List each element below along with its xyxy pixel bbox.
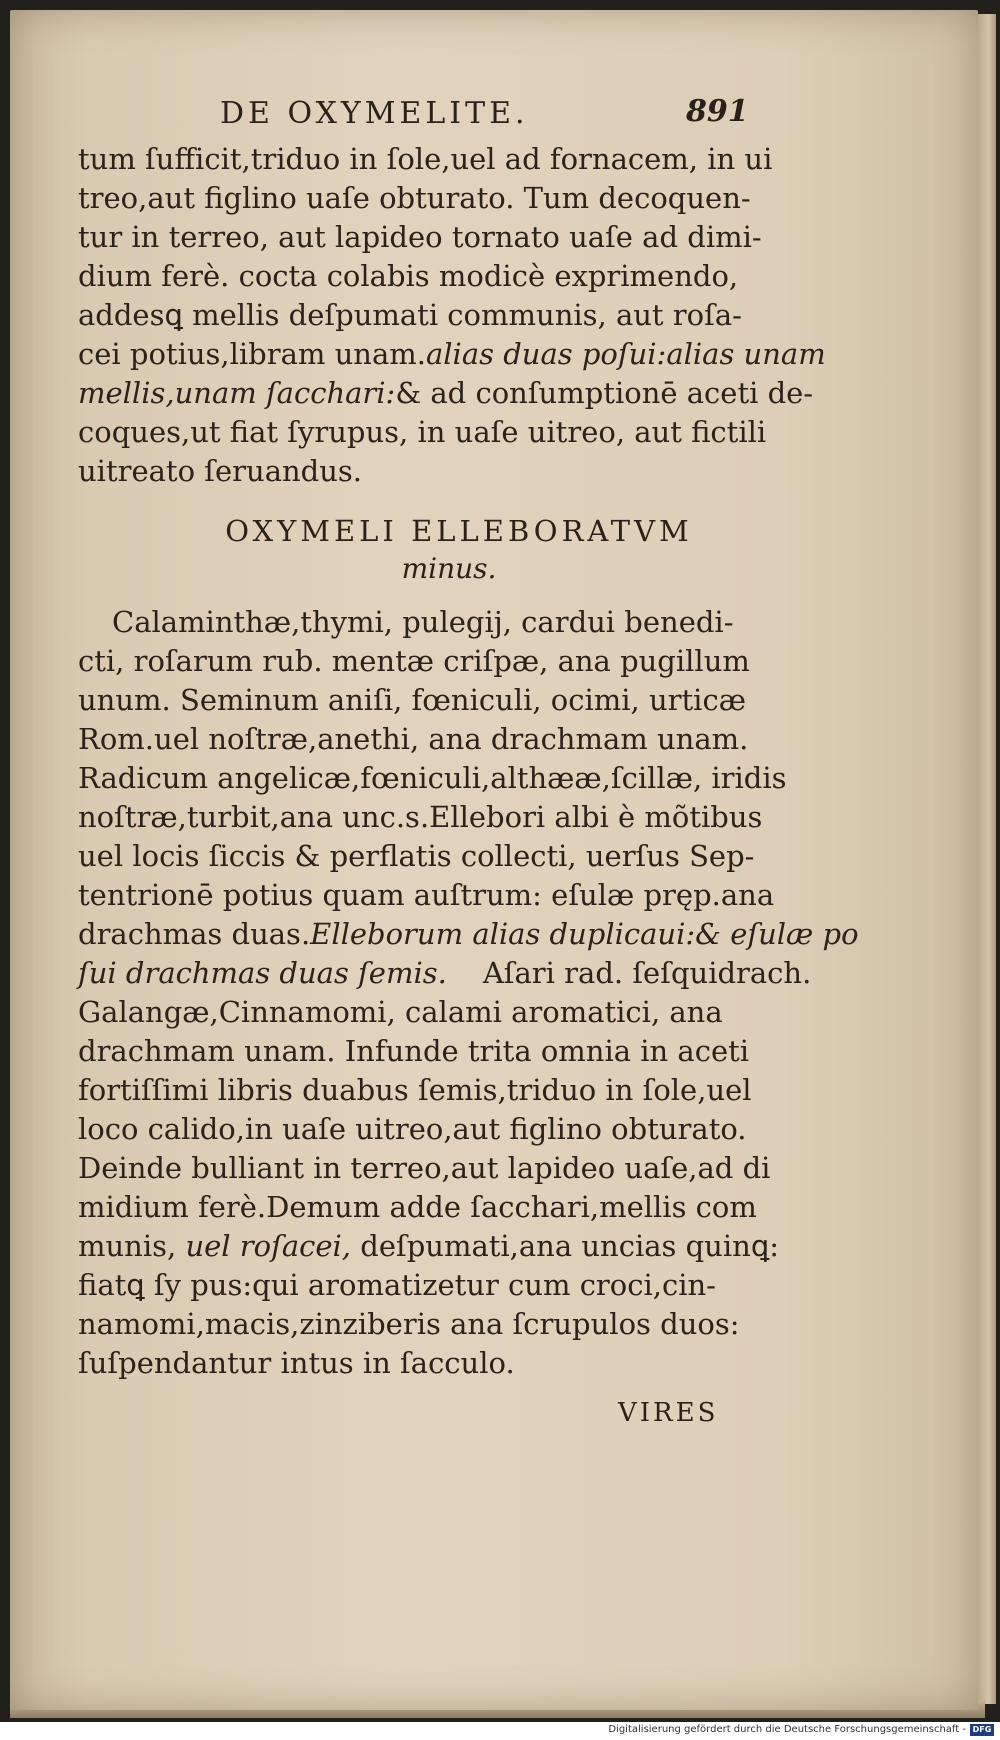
paragraph-recipe — [78, 603, 859, 1383]
book-page — [10, 10, 978, 1710]
catchword: VIRES — [618, 1398, 719, 1428]
text-line: Deinde bulliant in terreo,aut lapideo uaſe,ad di — [78, 1151, 771, 1185]
running-head: DE OXYMELITE. — [220, 96, 529, 131]
digitization-footer — [0, 1722, 1000, 1740]
page-header — [10, 96, 978, 140]
text-span: drachmas duas. — [78, 917, 311, 951]
page-edge-right — [978, 14, 996, 1704]
text-span: Aſari rad. ſeſquidrach. — [482, 956, 812, 990]
text-line: ſuſpendantur intus in ſacculo. — [78, 1346, 515, 1380]
text-line: cti, roſarum rub. mentæ criſpæ, ana pugillum — [78, 644, 750, 678]
section-title: OXYMELI ELLEBORATVM — [225, 514, 693, 548]
text-line: Galangæ,Cinnamomi, calami aromatici, ana — [78, 995, 723, 1029]
text-line: Radicum angelicæ,fœniculi,althææ,ſcillæ, iridis — [78, 761, 787, 795]
text-line — [78, 915, 859, 954]
text-line: dium ferè. cocta colabis modicè exprimendo, — [78, 259, 739, 293]
text-line — [78, 1227, 778, 1266]
paragraph-preparation — [78, 140, 826, 491]
italic-note: ſui drachmas duas ſemis. — [78, 956, 447, 990]
text-line: treo,aut figlino uaſe obturato. Tum decoquen- — [78, 181, 751, 215]
text-line: uitreato ſeruandus. — [78, 454, 362, 488]
text-line: coques,ut fiat ſyrupus, in uaſe uitreo, aut fictili — [78, 415, 767, 449]
text-span: munis, — [78, 1229, 186, 1263]
text-line — [78, 335, 826, 374]
text-line: tentrionē potius quam auſtrum: eſulæ pręp.ana — [78, 878, 775, 912]
text-line: drachmam unam. Infunde trita omnia in aceti — [78, 1034, 750, 1068]
text-line: Rom.uel noſtræ,anethi, ana drachmam unam. — [78, 722, 749, 756]
text-line: noſtræ,turbit,ana unc.s.Ellebori albi è mõtibus — [78, 800, 763, 834]
text-line: namomi,macis,zinziberis ana ſcrupulos duos: — [78, 1307, 740, 1341]
italic-note: mellis,unam ſacchari: — [78, 376, 396, 410]
text-line: tur in terreo, aut lapideo tornato uaſe ad dimi- — [78, 220, 762, 254]
text-span: & ad conſumptionē aceti de- — [395, 376, 814, 410]
text-line: unum. Seminum aniſi, fœniculi, ocimi, urticæ — [78, 683, 746, 717]
text-line: addesꝗ mellis deſpumati communis, aut roſa- — [78, 298, 742, 332]
text-line: fortiſſimi libris duabus ſemis,triduo in ſole,uel — [78, 1073, 752, 1107]
text-line: Calaminthæ,thymi, pulegij, cardui benedi- — [112, 605, 734, 639]
page-number: 891 — [686, 94, 749, 129]
text-line: fiatꝗ ſy pus:qui aromatizetur cum croci,cin- — [78, 1268, 716, 1302]
text-line — [78, 374, 814, 413]
text-line: uel locis ſiccis & perflatis collecti, uerſus Sep- — [78, 839, 755, 873]
text-line: tum ſufficit,triduo in ſole,uel ad fornacem, in ui — [78, 142, 773, 176]
section-heading — [10, 514, 978, 585]
italic-note: alias duas poſui:alias unam — [425, 337, 826, 371]
dfg-logo-icon: DFG — [970, 1724, 994, 1736]
text-line: midium ferè.Demum adde ſacchari,mellis com — [78, 1190, 757, 1224]
text-line — [78, 954, 812, 993]
text-span: cei potius,libram unam. — [78, 337, 426, 371]
text-span: deſpumati,ana uncias quinꝗ: — [351, 1229, 779, 1263]
footer-credit: Digitalisierung gefördert durch die Deutsche Forschungsgemeinschaft - — [608, 1724, 966, 1735]
text-line: loco calido,in uaſe uitreo,aut figlino obturato. — [78, 1112, 747, 1146]
section-subtitle: minus. — [401, 552, 497, 585]
italic-note: Elleborum alias duplicaui:& eſulæ po — [310, 917, 859, 951]
italic-note: uel roſacei, — [185, 1229, 352, 1263]
